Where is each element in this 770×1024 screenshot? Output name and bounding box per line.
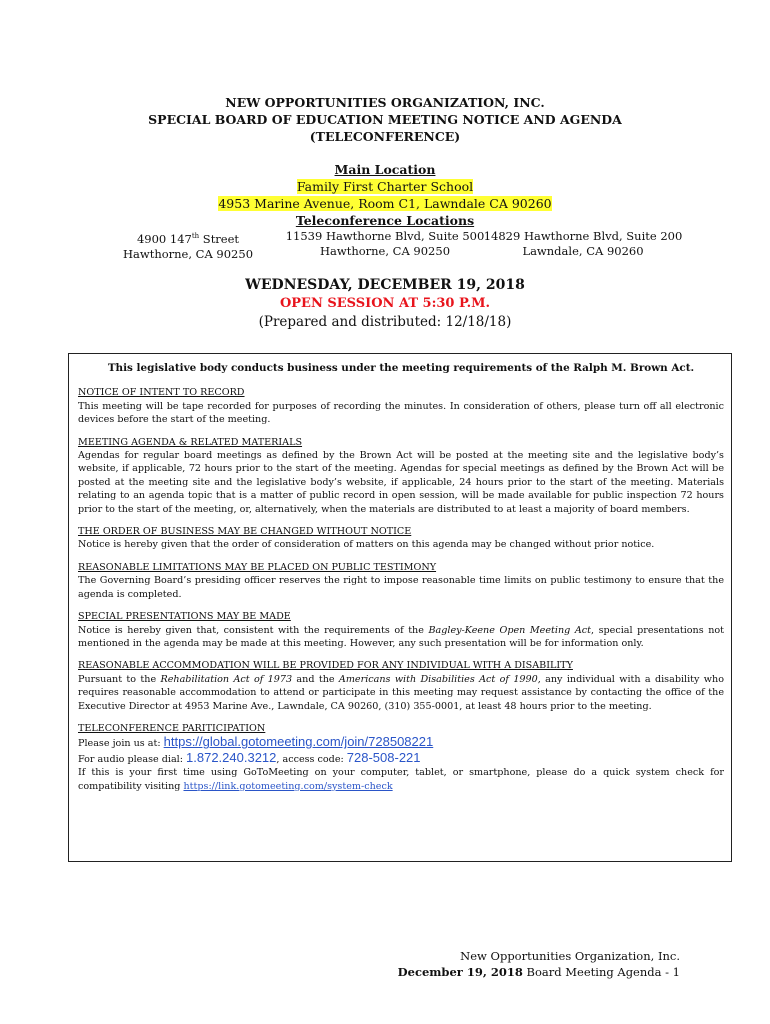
footer-org: New Opportunities Organization, Inc. — [460, 949, 680, 963]
section-title: THE ORDER OF BUSINESS MAY BE CHANGED WITHOUT NOTICE — [78, 526, 412, 538]
main-location-address: 4953 Marine Avenue, Room C1, Lawndale CA 90260 — [218, 196, 552, 211]
tele-location-2 — [280, 229, 490, 259]
meeting-date: WEDNESDAY, DECEMBER 19, 2018 — [245, 277, 525, 293]
main-location-name: Family First Charter School — [296, 179, 474, 194]
tele-location-1 — [118, 229, 258, 262]
tele-location-3-street: 14829 Hawthorne Blvd, Suite 200 — [483, 229, 683, 243]
main-location-heading: Main Location — [334, 162, 436, 177]
body-text: Pursuant to the — [78, 673, 161, 685]
system-check-link[interactable]: https://link.gotomeeting.com/system-check — [183, 780, 393, 792]
tele-location-1-ordinal: th — [191, 232, 200, 240]
tele-location-1-street-suffix: Street — [199, 231, 240, 246]
act-name: Rehabilitation Act of 1973 — [160, 673, 293, 685]
section-body — [78, 624, 724, 651]
tele-location-2-city: Hawthorne, CA 90250 — [319, 244, 451, 258]
teleconference-heading: Teleconference Locations — [295, 213, 475, 228]
notice-box — [68, 353, 732, 862]
section-title: TELECONFERENCE PARITICIPATION — [78, 722, 266, 734]
brown-act-statement: This legislative body conducts business under the meeting requirements of the Ralph M. Brown Act. — [107, 362, 695, 374]
meeting-title: SPECIAL BOARD OF EDUCATION MEETING NOTICE AND AGENDA — [148, 112, 622, 127]
audio-line — [78, 751, 724, 766]
body-text: , any individual with a disability who requires reasonable accommodation to attend or participate in this meeting may request assistance by contacting the office of the Executive Director at 4953 Marine Ave., Lawndale, CA 90260, (310) 355-0001, at least 48 hours prior to the meeting. — [78, 673, 724, 712]
join-label: Please join us at: — [78, 738, 164, 750]
system-check-text: If this is your first time using GoToMeeting on your computer, tablet, or smartphone, please do a quick system check for compatibility visiting — [78, 767, 724, 792]
section-title: REASONABLE ACCOMMODATION WILL BE PROVIDED FOR ANY INDIVIDUAL WITH A DISABILITY — [78, 660, 573, 672]
document-header — [0, 94, 770, 145]
page-footer — [398, 948, 680, 980]
access-label: , access code: — [276, 753, 347, 765]
tele-location-3-city: Lawndale, CA 90260 — [522, 244, 644, 258]
org-title: NEW OPPORTUNITIES ORGANIZATION, INC. — [225, 95, 545, 110]
audio-label: For audio please dial: — [78, 753, 187, 765]
access-code: 728-508-221 — [346, 749, 421, 765]
join-line — [78, 735, 724, 750]
tele-location-1-street: 4900 147 — [136, 231, 192, 246]
teleconference-label: (TELECONFERENCE) — [309, 129, 461, 144]
section-title: REASONABLE LIMITATIONS MAY BE PLACED ON PUBLIC TESTIMONY — [78, 561, 437, 573]
body-text: and the — [292, 673, 339, 685]
section-intent-to-record — [78, 386, 724, 426]
footer-date: December 19, 2018 — [397, 965, 523, 979]
section-agenda-materials — [78, 436, 724, 516]
section-body: This meeting will be tape recorded for purposes of recording the minutes. In consideration of others, please turn off all electronic devices before the start of the meeting. — [78, 400, 724, 426]
prepared-date: (Prepared and distributed: 12/18/18) — [258, 314, 512, 330]
tele-location-2-street: 11539 Hawthorne Blvd, Suite 500 — [285, 229, 485, 243]
open-session-time: OPEN SESSION AT 5:30 P.M. — [279, 296, 491, 311]
body-text: , special presentations not mentioned in the agenda may be made at this meeting. However, any such presentation will be for information only. — [78, 624, 725, 649]
tele-location-3 — [478, 229, 688, 259]
section-title: SPECIAL PRESENTATIONS MAY BE MADE — [78, 611, 291, 623]
footer-agenda-page: Board Meeting Agenda - 1 — [522, 965, 680, 979]
gotomeeting-join-link[interactable]: https://global.gotomeeting.com/join/728508221 — [163, 734, 434, 750]
body-text: Notice is hereby given that, consistent with the requirements of the — [78, 624, 429, 636]
section-body: Notice is hereby given that the order of consideration of matters on this agenda may be changed without prior notice. — [78, 539, 655, 551]
section-title: NOTICE OF INTENT TO RECORD — [78, 387, 245, 399]
section-body — [78, 673, 724, 713]
section-public-testimony — [78, 561, 724, 601]
section-reasonable-accommodation — [78, 659, 724, 713]
main-location — [0, 161, 770, 229]
section-order-of-business — [78, 525, 724, 552]
section-teleconference-participation — [78, 722, 724, 793]
tele-location-1-city: Hawthorne, CA 90250 — [122, 246, 254, 261]
act-name: Bagley-Keene Open Meeting Act — [428, 624, 591, 636]
audio-phone-number: 1.872.240.3212 — [186, 749, 277, 765]
footer-page-label — [398, 964, 680, 980]
section-special-presentations — [78, 610, 724, 650]
section-body: The Governing Board’s presiding officer reserves the right to impose reasonable time limits on public testimony to ensure that the agenda is completed. — [78, 575, 724, 600]
section-title: MEETING AGENDA & RELATED MATERIALS — [78, 436, 303, 448]
section-body: Agendas for regular board meetings as defined by the Brown Act will be posted at the meeting site and the legislative body’s website, if applicable, 72 hours prior to the start of the meeting. Agendas for special meetings as defined by the Brown Act will be posted at the meeting site and the legislative body’s website, if applicable, 24 hours prior to the start of the meeting. Materials relating to an agenda topic that is a matter of public record in open session, will be made available for public inspection 72 hours prior to the start of the meeting, or, alternatively, when the materials are distributed to at least a majority of board members. — [78, 450, 724, 515]
system-check-line — [78, 766, 724, 793]
act-name: Americans with Disabilities Act of 1990 — [338, 673, 538, 685]
